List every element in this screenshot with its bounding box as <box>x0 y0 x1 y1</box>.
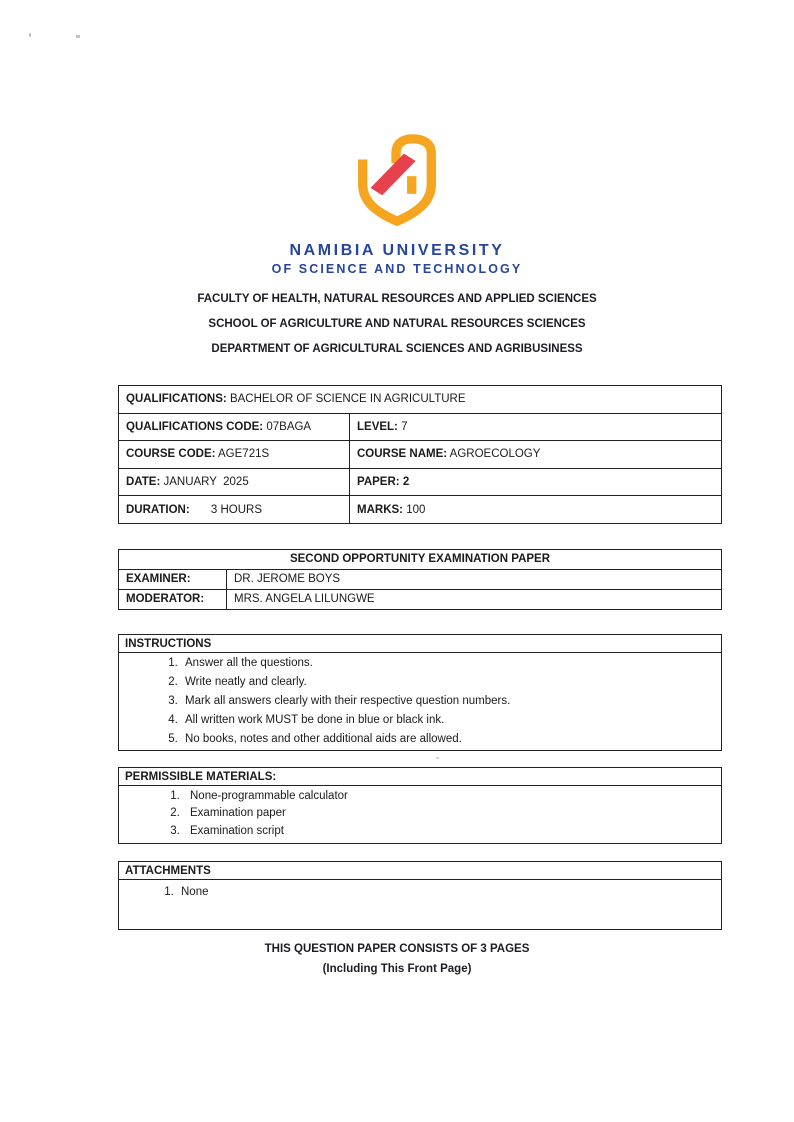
course-info-table <box>118 385 722 524</box>
level-cell <box>350 413 722 441</box>
permissible-materials-box <box>118 767 722 845</box>
instructions-body <box>119 653 721 750</box>
examiner-label: EXAMINER: <box>126 573 191 586</box>
table-row <box>119 569 722 589</box>
duration-value: 3 HOURS <box>210 503 262 516</box>
course-name-cell <box>350 441 722 469</box>
date-value: JANUARY 2025 <box>163 476 249 489</box>
table-row <box>119 468 722 496</box>
moderator-value: MRS. ANGELA LILUNGWE <box>234 593 375 606</box>
table-row <box>119 496 722 524</box>
permissible-materials-list <box>119 788 721 841</box>
list-item: 1. None-programmable calculator <box>183 788 715 806</box>
level-value: 7 <box>401 420 408 433</box>
course-name-label: COURSE NAME: <box>357 448 448 461</box>
table-row <box>119 549 722 569</box>
list-item: 2. Examination paper <box>183 805 715 823</box>
examiner-label-cell <box>119 569 227 589</box>
attachments-body <box>119 880 721 929</box>
attachments-title: ATTACHMENTS <box>119 862 721 880</box>
faculty-name: FACULTY OF HEALTH, NATURAL RESOURCES AND APPLIED SCIENCES <box>197 293 597 305</box>
list-item: 2. Write neatly and clearly. <box>181 673 715 692</box>
department-name: DEPARTMENT OF AGRICULTURAL SCIENCES AND AGRIBUSINESS <box>211 343 583 355</box>
table-row <box>119 589 722 609</box>
course-code-cell <box>119 441 350 469</box>
course-code-label: COURSE CODE: <box>126 448 216 461</box>
level-label: LEVEL: <box>357 420 398 433</box>
qualification-code-cell <box>119 413 350 441</box>
content-column <box>118 385 722 930</box>
qualifications-value: BACHELOR OF SCIENCE IN AGRICULTURE <box>229 393 466 406</box>
list-item: 5. No books, notes and other additional aids are allowed. <box>181 730 715 749</box>
instructions-box <box>118 634 722 751</box>
date-label: DATE: <box>126 476 161 489</box>
page-count-subline: (Including This Front Page) <box>322 963 472 975</box>
university-name-line2: OF SCIENCE AND TECHNOLOGY <box>271 262 523 276</box>
attachments-list <box>119 883 721 901</box>
attachments-box <box>118 861 722 930</box>
page-count-line: THIS QUESTION PAPER CONSISTS OF 3 PAGES <box>264 943 530 955</box>
list-item: 3. Mark all answers clearly with their respective question numbers. <box>181 692 715 711</box>
duration-label: DURATION: <box>126 503 190 516</box>
list-item: 1. Answer all the questions. <box>181 654 715 673</box>
duration-cell <box>119 496 350 524</box>
university-masthead <box>0 0 794 362</box>
list-item: 4. All written work MUST be done in blue or black ink. <box>181 711 715 730</box>
list-item: 1. None <box>177 883 715 901</box>
list-item: 3. Examination script <box>183 823 715 841</box>
moderator-value-cell <box>227 589 722 609</box>
page-count-footer <box>0 939 794 979</box>
moderator-label: MODERATOR: <box>126 593 205 606</box>
table-row <box>119 441 722 469</box>
date-cell <box>119 468 350 496</box>
school-name: SCHOOL OF AGRICULTURE AND NATURAL RESOURCES SCIENCES <box>208 318 586 330</box>
examiner-value: DR. JEROME BOYS <box>234 573 341 586</box>
table-row <box>119 386 722 414</box>
permissible-materials-body <box>119 786 721 844</box>
table-row <box>119 413 722 441</box>
marks-label: MARKS: <box>357 503 403 516</box>
exam-session-table <box>118 549 722 610</box>
qualifications-label: QUALIFICATIONS: <box>126 393 227 406</box>
marks-cell <box>350 496 722 524</box>
qualification-code-label: QUALIFICATIONS CODE: <box>126 420 264 433</box>
paper-cell <box>350 468 722 496</box>
examiner-value-cell <box>227 569 722 589</box>
paper-value: 2 <box>402 476 410 489</box>
university-name: NAMIBIA UNIVERSITY <box>289 242 505 259</box>
course-name-value: AGROECOLOGY <box>449 448 541 461</box>
university-logo-shield-icon <box>353 133 441 235</box>
qualifications-cell <box>119 386 722 414</box>
marks-value: 100 <box>406 503 426 516</box>
course-code-value: AGE721S <box>218 448 270 461</box>
moderator-label-cell <box>119 589 227 609</box>
instructions-title: INSTRUCTIONS <box>119 635 721 653</box>
qualification-code-value: 07BAGA <box>266 420 312 433</box>
exam-paper-title: SECOND OPPORTUNITY EXAMINATION PAPER <box>119 549 722 569</box>
permissible-materials-title: PERMISSIBLE MATERIALS: <box>119 768 721 786</box>
paper-label: PAPER: <box>357 476 400 489</box>
instructions-list <box>119 654 721 750</box>
